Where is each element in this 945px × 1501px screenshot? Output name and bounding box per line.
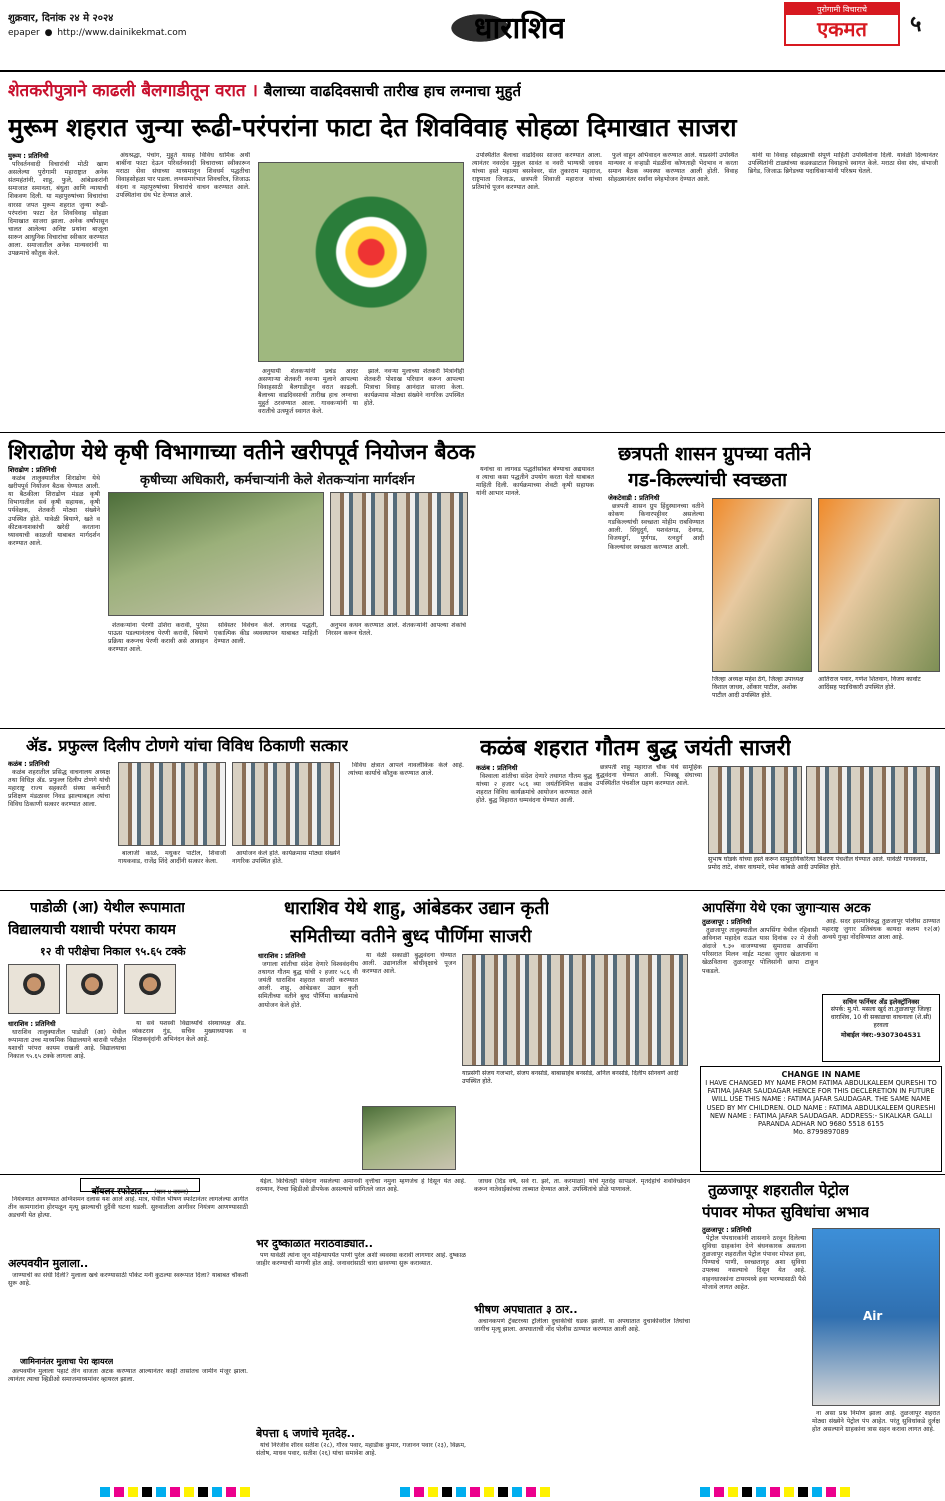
story10-column-7 xyxy=(474,1178,690,1298)
globe-icon: ● xyxy=(44,28,53,38)
story3-byline: जेकटेवाडी : प्रतिनिधी xyxy=(608,494,660,502)
story10-column-2 xyxy=(8,1272,248,1352)
story2-column-1 xyxy=(8,466,100,728)
story-petrol-pump xyxy=(698,1176,945,1480)
story7-headline-1: धाराशिव येथे शाहु, आंबेडकर उद्यान कृती xyxy=(284,898,550,919)
story2-photo-1 xyxy=(108,492,324,616)
notice-title: CHANGE IN NAME xyxy=(781,1070,861,1079)
story5-column-2 xyxy=(596,764,702,890)
brand-logo xyxy=(784,2,900,46)
registration-dots-right xyxy=(700,1487,850,1497)
row4-bottom-rule xyxy=(0,1174,945,1175)
story8-col2-text: आहे. सदर इसमाविरुद्ध तुळजापूर पोलीस ठाण्यात महाराष्ट्र जुगार प्रतिबंधक कायदा कलम १२(अ) अन्वये गुन्हा नोंदविण्यात आला आहे. xyxy=(822,918,940,942)
story7-caption: याप्रसंगी संजय गजभारे, संजय बनसोडे, बाबासाहेब बनसोडे, अनिल बनसोडे, दिलीप सोनवणे आदी उपस्थित होते. xyxy=(462,1070,679,1085)
story10-column-8 xyxy=(474,1318,690,1480)
story6-col2-text: या सर्व यशस्वी विद्यार्थ्यांचे संस्थाध्यक्ष ॲड. व्यंकटराव गुंड, सचिव मुख्याध्यापक व शिक्षकवृंदांनी अभिनंदन केले आहे. xyxy=(132,1020,246,1044)
story2-column-5 xyxy=(476,466,594,728)
story10-col8-text: अचानकपणे ट्रॅक्टरच्या ट्रॉलीला दुचाकीची धडक झाली. या अपघातात दुचाकीवरील तिघांचा जागीच मृत्यू झाला. अपघाताची नोंद पोलीस ठाण्यात करण्यात आली आहे. xyxy=(474,1318,690,1334)
story1-col6-text: फुले वाहून अभिवादन करण्यात आले. याप्रसंगी उपस्थित मान्यवर व वऱ्हाडी मंडळींना कोणताही भेदभाव न करता समान बैठक व्यवस्था करण्यात आली होती. विवाह सोहळ्यानंतर सर्वांना स्नेहभोजन देण्यात आले. xyxy=(608,152,738,184)
air-pump-label: Air xyxy=(863,1309,883,1323)
story7-headline-2: समितीच्या वतीने बुध्द पौर्णिमा साजरी xyxy=(290,926,532,947)
story10-col2-text: जाण्याची का संधी दिली? मुलाला खर्च करण्यासाठी पॉकेट मनी कुठल्या स्वरूपात दिला? याबाबत चौकशी सुरू आहे. xyxy=(8,1272,248,1288)
masthead-date: शुक्रवार, दिनांक २४ मे २०२४ xyxy=(8,13,114,24)
registration-marks xyxy=(0,1484,945,1501)
story1-column-4 xyxy=(364,368,464,434)
story-fort-cleaning xyxy=(604,436,945,728)
story4-photo-2 xyxy=(232,762,340,846)
row3-bottom-rule xyxy=(0,890,945,891)
story3-col2-text: जिल्हा अध्यक्ष महेश ठेंगे, जिल्हा उपाध्यक्ष विशाल जाधव, ओंकार पाटील, अशोक पाटील आदी उपस्थित होते. xyxy=(712,676,804,699)
story2-col4-text: अनुभव कथन करण्यात आले. शेतकऱ्यांनी आपल्या शंकांचे निरसन करून घेतले. xyxy=(326,622,466,638)
ad-title: सचिन फर्निचर अँड इलेक्ट्रॉनिक्स xyxy=(842,998,920,1006)
story1-col1-text: परिवर्तनवादी विचारांची मोठी खाण असलेल्या पुरोगामी महाराष्ट्रात अनेक संतमहंतांनी, शाहू, फुले, आंबेडकरांनी समाजात समानता, बंधुता आणि न्यायाची शिकवण दिली. या महापुरुषांच्या विचारांचा वारसा जपत मुरूम शहरात जुन्या रूढी-परंपरांना फाटा देत शिवविवाह सोहळा दिमाखात साजरा झाला. अनेक वर्षांपासून चालत आलेल्या अनिष्ट प्रथांना बाजूला सारून आधुनिक विचारांचा स्वीकार करण्यात आला. समाजातील अनेक मान्यवरांनी या उपक्रमाचे कौतुक केले. xyxy=(8,161,108,258)
notice-body: I HAVE CHANGED MY NAME FROM FATIMA ABDULKALEEM QURESHI TO FATIMA JAFAR SAUDAGAR HENCE FOR THIS DECLERETION IN FUTURE WILL USE THIS NAME : FATIMA JAFAR SAUDAGAR. THE SAME NAME USED BY MY CHILDREN. OLD NAME : FATIMA ABDULKALEEM QURESHI NEW NAME : FATIMA JAFAR SAUDAGAR. ADDRESS:- SIKALKAR GALLI PARANDA ADHAR NO 9680 5518 6155 xyxy=(705,1079,937,1129)
brand-tagline: पुरोगामी विचाराचे xyxy=(786,4,898,15)
page-number: ५ xyxy=(910,12,922,37)
masthead-epaper xyxy=(8,28,186,38)
story10-kicker: बॉयलर स्फोटात.. xyxy=(91,1187,149,1197)
story10-column-3 xyxy=(8,1368,248,1480)
story2-subhead: कृषीच्या अधिकारी, कर्मचाऱ्यांनी केले शेतकऱ्यांना मार्गदर्शन xyxy=(140,473,415,488)
story1-column-7 xyxy=(748,152,938,434)
story-buddha-purnima-dharashiv xyxy=(254,892,694,1172)
story10-subhead-3: जामिनानंतर मुलाचा पेरा व्हायरल xyxy=(20,1357,114,1366)
story4-col1-text: कळंब शहरातील प्रसिद्ध वाचनालय अध्यक्ष तथा विधिज्ञ ॲड. प्रफुल्ल दिलीप टोणगे यांची महाराष्ट्र राज्य सहकारी संस्था कर्मचारी प्रशिक्षण मंडळावर निवड झाल्याबद्दल त्यांचा विविध ठिकाणी सत्कार करण्यात आला. xyxy=(8,769,110,809)
story1-kicker: शेतकरीपुत्राने काढली बैलगाडीतून वरात । xyxy=(8,81,258,101)
story1-byline: मुरूम : प्रतिनिधी xyxy=(8,152,49,160)
story10-col4-text: येईल. किंचितही संवेदना नसलेल्या अमानवी वृत्तीचा नमुना म्हणजेच हे दिसून येत आहे. दरम्यान, रॅपचा व्हिडीओ डीपफेक असल्याचे सांगितले जात आहे. xyxy=(256,1178,466,1194)
story10-col1-text: नियंत्रणात आणण्यात अग्निशमन दलास यश आले आहे. मात्र, येथील भीषण स्फोटानंतर लागलेल्या आगीत तीन कामगारांना होरपळून मृत्यू झाल्याची दुर्दैवी घटना घडली. सुरुवातीला आगीवर नियंत्रण आणण्यासाठी अडचणी येत होत्या. xyxy=(8,1196,248,1220)
story6-column-2 xyxy=(132,1020,246,1172)
story-gambler-arrest xyxy=(698,892,945,1064)
story10-column-1 xyxy=(8,1196,248,1254)
story3-headline-2: गड-किल्ल्यांची स्वच्छता xyxy=(628,469,788,491)
story10-col7-text: जाधव (दिड वर्ष, सर्व रा. झरे, ता. करमाळा) यांचे मृतदेह सापडले. मृतदेहांचे शवविच्छेदन करून नातेवाईकांच्या ताब्यात देण्यात आले. उपस्थितांचे डोळे पाणावले. xyxy=(474,1178,690,1194)
story8-column-1 xyxy=(702,918,818,1064)
story1-bottom-rule xyxy=(0,432,945,433)
site-url[interactable]: http://www.dainikekmat.com xyxy=(57,28,187,38)
story7-column-2 xyxy=(362,952,456,1102)
story2-col1-text: कळंब तालुक्यातील शिराढोण येथे खरीपपूर्व नियोजन बैठक घेण्यात आली. या बैठकीला शिराढोण मंडळ कृषी विभागातील सर्व कृषी सहायक, कृषी पर्यवेक्षक, शेतकरी मोठ्या संख्येने उपस्थित होते. यावेळी बियाणे, खते व कीटकनाशकांची खरेदी करताना घ्यावयाची काळजी याबाबत मार्गदर्शन करण्यात आले. xyxy=(8,475,100,547)
ad-body: संपर्क: मु.पो. मसला खुर्द ता.तुळजापूर जिल्हा धाराशिव, 10 वी सकाळचा वाचनाला (शे.सी) हरवला xyxy=(830,1006,932,1029)
masthead-rule xyxy=(0,70,945,72)
row2-bottom-rule xyxy=(0,728,945,729)
registration-dots-center xyxy=(400,1487,550,1497)
story4-col3-text: आयोजन केले होते. कार्यक्रमास मोठ्या संख्येने नागरिक उपस्थित होते. xyxy=(232,850,340,866)
story3-photo-2 xyxy=(818,498,940,672)
story1-col5-text: उपस्थितीत बैलाचा वाढदिवस साजरा करण्यात आला. त्यानंतर नवरदेव मुकुल सावंत व नवरी भाग्यश्री जाधव यांच्या हस्ते महात्मा बसवेश्वर, संत तुकाराम महाराज, राष्ट्रमाता जिजाऊ, छत्रपती शिवाजी महाराज यांच्या प्रतिमांचे पूजन करण्यात आले. xyxy=(472,152,602,192)
story2-byline: शिराढोण : प्रतिनिधी xyxy=(8,466,57,474)
story-buddha-jayanti-kalamb xyxy=(472,730,945,890)
story6-col1-text: धाराशिव तालुक्यातील पाडोळी (आ) येथील रूपामाता उच्च माध्यमिक विद्यालयाने बारावी परीक्षेत यशाची परंपरा कायम राखली आहे. विद्यालयाचा निकाल ९५.६५ टक्के लागला आहे. xyxy=(8,1029,126,1061)
story6-subhead: १२ वी परीक्षेचा निकाल ९५.६५ टक्के xyxy=(40,945,186,958)
story5-col2-text: छत्रपती शाहू महाराज चौक येथे सामूहिक बुद्धवंदना घेण्यात आली. भिक्खू संघाच्या उपस्थितीत पंचशील ग्रहण करण्यात आले. xyxy=(596,764,702,788)
story7-col1-text: जगाला शांतीचा संदेश देणारे विश्ववंदनीय तथागत गौतम बुद्ध यांची २ हजार ५८६ वी जयंती धाराशिव शहरात साजरी करण्यात आली. शाहु, आंबेडकर उद्यान कृती समितीच्या वतीने बुध्द पौर्णिमा कार्यक्रमाचे आयोजन केले होते. xyxy=(258,961,358,1009)
story5-caption: सुभाष घोडके यांच्या हस्ते करून सामुदायिकरित्या त्रिशरण पंचशील घेण्यात आले. यावेळी गायकवाड, प्रमोद ताटे, शंकर वाघमारे, रमेश कांबळे आदी उपस्थित होते. xyxy=(708,856,928,871)
story10-subhead-6: भीषण अपघातात ३ ठार.. xyxy=(474,1303,578,1316)
story4-column-1 xyxy=(8,760,110,890)
story6-column-1 xyxy=(8,1020,126,1172)
story10-subhead-5: बेपत्ता ६ जणांचे मृतदेह.. xyxy=(256,1427,356,1440)
continued-stories xyxy=(0,1176,694,1480)
story1-col2-text: अंधश्रद्धा, पंचांग, मुहूर्त यासह विविध धार्मिक अर्थी बाबींना फाटा देऊन परिवर्तनवादी विचाराच्या स्वीकारून मराठा सेवा संघाच्या माध्यमातून शिवधर्म पद्धतीचा विवाहसोहळा पार पडला. लग्नसमारंभात शिवचरित्र, जिजाऊ वंदना व महापुरुषांच्या विचारांचे वाचन करण्यात आले. उपस्थितांना ग्रंथ भेट देण्यात आले. xyxy=(116,152,250,200)
student-photo-1 xyxy=(8,964,60,1014)
masthead xyxy=(0,0,945,72)
story5-photo-2 xyxy=(806,766,940,854)
story4-col2-text: बालाजी काळे, मधुकर पाटील, शिवाजी गायकवाड, राजेंद्र शिंदे आदींनी सत्कार केला. xyxy=(118,850,226,866)
story-felicitation xyxy=(0,730,468,890)
story4-column-2 xyxy=(118,850,226,890)
story4-headline: ॲड. प्रफुल्ल दिलीप टोणगे यांचा विविध ठिकाणी सत्कार xyxy=(26,736,349,755)
story9-column-2 xyxy=(812,1410,940,1480)
story-kharif-meeting xyxy=(0,436,598,728)
story1-column-3 xyxy=(258,368,358,434)
student-photo-2 xyxy=(66,964,118,1014)
story4-column-3 xyxy=(232,850,340,890)
story-wedding xyxy=(0,74,945,434)
name-change-notice xyxy=(700,1066,942,1172)
story3-column-1 xyxy=(608,494,704,728)
story2-col5-text: यनांचा वा लागवड पद्धतीसोबत बेण्याचा अद्ययावत व त्याचा कसा पद्धतीने उपयोग करता येतो याबाबत माहिती दिली. कार्यक्रमाच्या शेवटी कृषी सहायक यांनी आभार मानले. xyxy=(476,466,594,498)
story10-col3-text: अल्पवयीन मुलाला पहाटे तीन वाजता अटक करण्यात आल्यानंतर काही तासांतच जामीन मंजूर झाला. त्यानंतर त्याचा व्हिडीओ समाजमाध्यमांवर व्हायरल झाला. xyxy=(8,1368,248,1384)
story10-subhead-2: अल्पवयीन मुलाला.. xyxy=(8,1257,89,1270)
story2-photo-2 xyxy=(330,492,468,616)
story10-kicker-note: (पान ४ वरून) xyxy=(153,1188,189,1196)
story9-byline: तुळजापूर : प्रतिनिधी xyxy=(702,1226,752,1234)
story1-col7-text: यांनी या विवाह सोहळ्याची संपूर्ण माहिती उपस्थितांना दिली. यावेळी दिल्यानंतर उपस्थितांनी टाळ्यांच्या कडकडाटात विवाहाचे स्वागत केले. मराठा सेवा संघ, संभाजी ब्रिगेड, जिजाऊ ब्रिगेडच्या पदाधिकाऱ्यांनी परिश्रम घेतले. xyxy=(748,152,938,176)
story5-column-1 xyxy=(476,764,592,890)
story8-byline: तुळजापूर : प्रतिनिधी xyxy=(702,918,752,926)
notice-mobile: Mo. 8799897089 xyxy=(793,1128,849,1137)
story1-kicker-sub: बैलाच्या वाढदिवसाची तारीख हाच लग्नाचा मुहुर्त xyxy=(263,82,522,100)
story9-column-1 xyxy=(702,1226,806,1480)
story2-column-3 xyxy=(214,622,318,728)
story2-column-4 xyxy=(326,622,466,728)
story1-column-5 xyxy=(472,152,602,434)
section-title: धाराशिव xyxy=(474,11,566,46)
story1-column-2 xyxy=(116,152,250,434)
story1-kicker-line xyxy=(8,78,521,101)
story3-photo-1 xyxy=(712,498,812,672)
story4-photo-1 xyxy=(118,762,226,846)
story7-column-1 xyxy=(258,952,358,1172)
story8-headline: आपसिंगा येथे एका जुगाऱ्यास अटक xyxy=(702,901,871,916)
story1-col4-text: झाले. नवऱ्या मुलाच्या शेतकरी मित्रांनीही शेतकरी पोशाख परिधान करून आपल्या मित्राचा विवाह आनंदात साजरा केला. कार्यक्रमास मोठ्या संख्येने नागरिक उपस्थित होते. xyxy=(364,368,464,408)
story1-headline: मुरूम शहरात जुन्या रूढी-परंपरांना फाटा देत शिवविवाह सोहळा दिमाखात साजरा xyxy=(8,113,737,142)
story5-headline: कळंब शहरात गौतम बुद्ध जयंती साजरी xyxy=(480,736,792,761)
story3-caption: आतिराज पवार, गणेश शितवान, विजय कार्वाट आदिंसह पदाधिकारी उपस्थित होते. xyxy=(818,676,921,691)
story8-column-2 xyxy=(822,918,940,992)
story10-kicker-box xyxy=(80,1178,200,1197)
story9-col2-text: ना असा प्रश्न निर्माण झाला आहे. तुळजापूर शहरात मोठ्या संख्येने पेट्रोल पंप आहेत. परंतु सुविधांकडे दुर्लक्ष होत असल्याने ग्राहकांना त्रास सहन करावा लागत आहे. xyxy=(812,1410,940,1434)
story10-column-6 xyxy=(256,1442,466,1480)
story4-column-4 xyxy=(348,762,464,890)
epaper-label: epaper xyxy=(8,28,40,38)
story3-headline-1: छत्रपती शासन ग्रुपच्या वतीने xyxy=(618,443,812,465)
story2-col3-text: सविस्तर विवेचन केले. लागवड पद्धती, एकात्मिक कीड व्यवस्थापन याबाबत माहिती देण्यात आली. xyxy=(214,622,318,646)
story1-column-6 xyxy=(608,152,738,434)
student-photo-3 xyxy=(124,964,176,1014)
story6-byline: धाराशिव : प्रतिनिधी xyxy=(8,1020,56,1028)
story1-photo-bullock-cart xyxy=(258,162,464,362)
story6-headline-2: विद्यालयाची यशाची परंपरा कायम xyxy=(8,922,176,938)
story2-column-2 xyxy=(108,622,208,728)
story7-photo-1 xyxy=(462,954,688,1066)
story10-col6-text: यांचे निरंजीव शीरव सतीश (२८), गौरव पवार, महाडीक कुमार, गजानन पवार (२३), विक्रम, संतोष, माधव पवार, सतीश (२६) यांचा समावेश आहे. xyxy=(256,1442,466,1458)
story5-photo-1 xyxy=(708,766,802,854)
story6-headline-1: पाडोळी (आ) येथील रूपामाता xyxy=(30,900,185,916)
story2-col2-text: शेतकऱ्यांना पेरणी उशिरा करावी, पुरेसा पाऊस पडल्यानंतरच पेरणी करावी, बियाणे प्रक्रिया करूनच पेरणी करावी असे आवाहन करण्यात आले. xyxy=(108,622,208,654)
story8-col1-text: तुळजापूर तालुक्यातील आपसिंगा येथील रहिवासी अविनाश महादेव राऊत यास दिनांक २२ मे रोजी अंदाजे ९.३० वाजण्याच्या सुमारास आपसिंगा परिसरात मिलन नाईट मटका जुगार खेळताना व खेळविताना तुळजापूर पोलिसांनी छापा टाकून पकडले. xyxy=(702,927,818,975)
story10-column-5 xyxy=(256,1252,466,1422)
story9-col1-text: पेट्रोल पंपधारकांनी शासनाने ठरवून दिलेल्या सुविधा ग्राहकांना देणे बंधनकारक असताना तुळजापूर शहरातील पेट्रोल पंपावर मोफत हवा, पिण्याचे पाणी, स्वच्छतागृह अशा सुविधा उपलब्ध नसल्याचे दिसून येत आहे. वाहनधारकांना टायरमध्ये हवा भरण्यासाठी पैसे मोजावे लागत आहेत. xyxy=(702,1235,806,1291)
story3-col1-text: छत्रपती शासन ग्रुप हिंदुस्थानच्या वतीने कोकण किनारपट्टीवर असलेल्या गडकिल्ल्यांची स्वच्छता मोहीम राबविण्यात आली. सिंधुदुर्ग, यशवंतगड, देवगड, विजयदुर्ग, पूर्णगड, रत्नदुर्ग आदी किल्ल्यांवर स्वच्छता करण्यात आली. xyxy=(608,503,704,551)
story-school-result xyxy=(0,892,250,1172)
brand-name: एकमत xyxy=(817,17,867,41)
classified-ad xyxy=(822,994,940,1062)
story7-col2-text: या वेळी सकाळी बुद्धवंदना घेण्यात आली. उद्यानातील बोधीवृक्षाचे पूजन करण्यात आले. xyxy=(362,952,456,976)
story7-byline: धाराशिव : प्रतिनिधी xyxy=(258,952,306,960)
story1-col3-text: अनुयायी शेतकऱ्यांनी प्रचंड आदर असणाऱ्या शेतकरी नवऱ्या मुलाने आपल्या विवाहसाठी बैलगाडीतून वरात काढली. बैलाच्या वाढदिवसाची तारीख हाच लग्नाचा मुहुर्त ठरवण्यात आला. गावकऱ्यांनी या वरातीचे उत्स्फूर्त स्वागत केले. xyxy=(258,368,358,416)
story10-col5-text: पण यावेळी त्यांना जून महिन्यापर्यंत पाणी पुरेल अशी व्यवस्था करावी लागणार आहे. दुष्काळ जाहीर करण्याची मागणी होत आहे. जनावरांसाठी चारा छावण्या सुरू कराव्यात. xyxy=(256,1252,466,1268)
story7-photo-2 xyxy=(362,1106,456,1170)
story5-byline: कळंब : प्रतिनिधी xyxy=(476,764,518,772)
story4-col4-text: विविध क्षेत्रात आपले नावलौकिक केले आहे. त्यांच्या कार्याचे कौतुक करण्यात आले. xyxy=(348,762,464,778)
story2-headline: शिराढोण येथे कृषी विभागाच्या वतीने खरीपपूर्व नियोजन बैठक xyxy=(8,440,475,464)
story5-col1-text: विश्वाला शांतीचा संदेश देणारे तथागत गौतम बुद्ध यांच्या २ हजार ५८६ व्या जयंतीनिमित्त कळंब शहरात विविध कार्यक्रमांचे आयोजन करण्यात आले होते. बुद्ध विहारात धम्मवंदना घेण्यात आली. xyxy=(476,773,592,805)
story1-column-1 xyxy=(8,152,108,434)
story10-column-4 xyxy=(256,1178,466,1234)
story9-headline-1: तुळजापूर शहरातील पेट्रोल xyxy=(708,1181,849,1199)
registration-dots-left xyxy=(100,1487,250,1497)
story9-photo-air-pump xyxy=(812,1228,940,1406)
story4-byline: कळंब : प्रतिनिधी xyxy=(8,760,50,768)
story10-subhead-4: भर दुष्काळात मराठवाड्यात.. xyxy=(256,1237,373,1250)
ad-phone: मोबाईल नंबर:-9307304531 xyxy=(841,1031,921,1039)
story9-headline-2: पंपावर मोफत सुविधांचा अभाव xyxy=(702,1203,870,1221)
